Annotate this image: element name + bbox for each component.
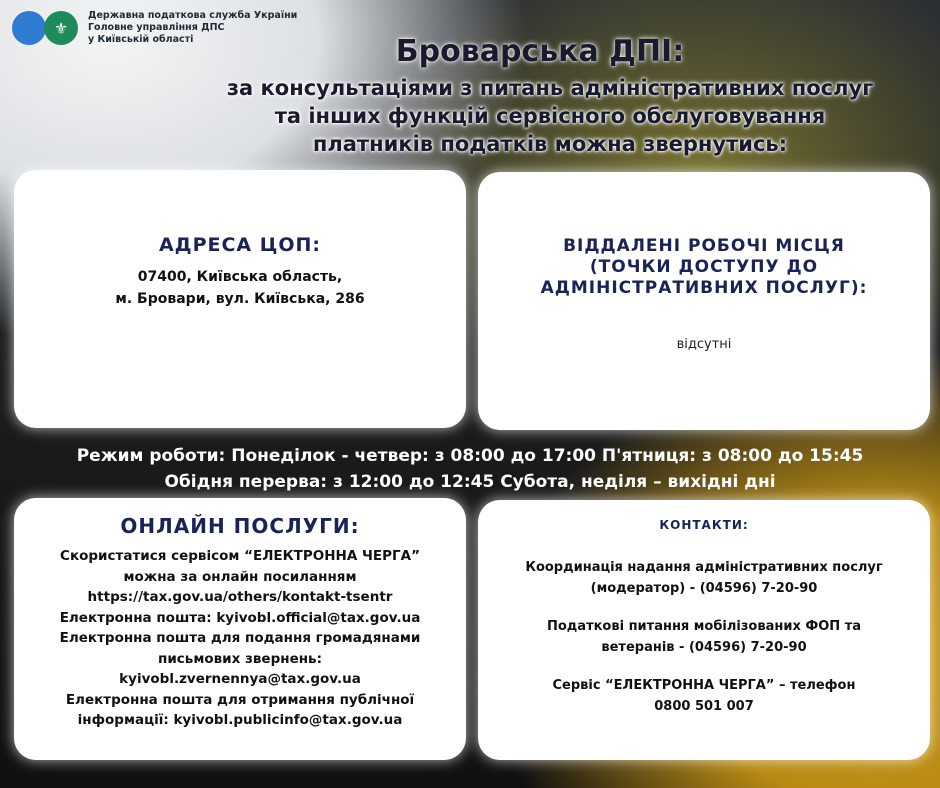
address-line: м. Бровари, вул. Київська, 286 [115,291,365,307]
online-email[interactable]: інформації: kyivobl.publicinfo@tax.gov.ua [77,712,403,728]
work-schedule: Режим роботи: Понеділок - четвер: з 08:00 до 17:00 П'ятниця: з 08:00 до 15:45 [76,446,864,466]
contact-item [492,676,916,717]
org-line: Державна податкова служба України [88,10,298,21]
contact-item [492,558,916,599]
address-line: 07400, Київська область, [137,269,343,285]
subtitle-line: та інших функцій сервісного обслуговування [274,104,826,128]
contact-item [492,617,916,658]
remote-heading-line: АДМІНІСТРАТИВНИХ ПОСЛУГ): [540,278,868,298]
online-line: письмових звернень: [158,650,322,667]
address-body [14,266,466,310]
page-subtitle [180,74,920,158]
subtitle-line: платників податків можна звернутись: [312,132,788,156]
remote-value: відсутні [676,337,732,352]
online-body [14,546,466,731]
online-line: Електронна пошта для отримання публічної [65,691,415,708]
page-title: Броварська ДПІ: [395,34,685,69]
remote-heading-line: (ТОЧКИ ДОСТУПУ ДО [589,257,819,277]
contacts-body [478,558,930,717]
contacts-heading: КОНТАКТИ: [659,518,749,532]
contact-label: Сервіс “ЕЛЕКТРОННА ЧЕРГА” – телефон [552,678,856,693]
remote-workplaces-card [478,172,930,430]
contact-phone[interactable]: ветеранів - (04596) 7-20-90 [601,639,807,655]
subtitle-line: за консультаціями з питань адміністративних послуг [226,76,874,100]
lunch-break: Обідня перерва: з 12:00 до 12:45 Субота, неділя – вихідні дні [164,472,776,492]
org-line: Головне управління ДПС [88,22,225,33]
address-heading: АДРЕСА ЦОП: [158,234,322,256]
remote-heading [478,236,930,299]
trident-icon: ⚜ [44,11,78,45]
logo [12,10,297,46]
online-line: можна за онлайн посиланням [123,568,357,585]
online-line: Електронна пошта для подання громадянами [59,630,421,646]
contact-label: Податкові питання мобілізованих ФОП та [546,619,862,634]
org-name [88,10,297,46]
online-link[interactable]: https://tax.gov.ua/others/kontakt-tsentr [87,589,393,605]
blue-circle-icon [12,11,46,45]
online-email[interactable]: kyivobl.zvernennya@tax.gov.ua [119,671,361,687]
online-heading: ОНЛАЙН ПОСЛУГИ: [120,514,360,538]
online-line: Скористатися сервісом “ЕЛЕКТРОННА ЧЕРГА” [60,548,420,564]
address-card [14,170,466,428]
online-services-card [14,498,466,760]
contact-phone[interactable]: 0800 501 007 [654,698,754,714]
contact-label: Координація надання адміністративних послуг [525,560,883,575]
remote-heading-line: ВІДДАЛЕНІ РОБОЧІ МІСЦЯ [563,236,845,256]
org-line: у Київській області [88,34,194,45]
online-email[interactable]: Електронна пошта: kyivobl.official@tax.gov.ua [59,609,421,626]
contact-phone[interactable]: (модератор) - (04596) 7-20-90 [590,580,818,596]
contacts-card [478,500,930,760]
